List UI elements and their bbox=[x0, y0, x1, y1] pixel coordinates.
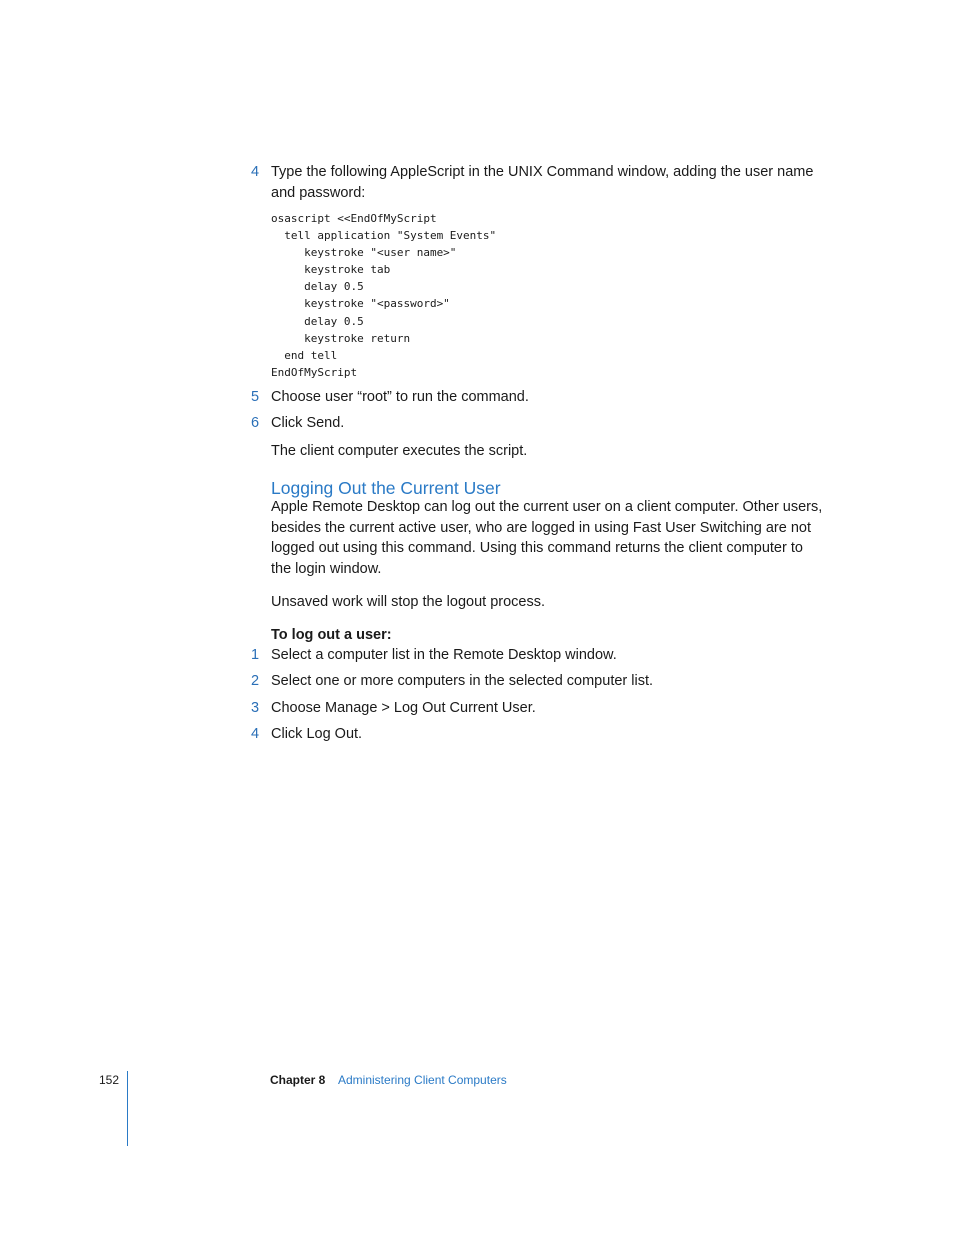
task-heading: To log out a user: bbox=[271, 627, 392, 643]
step-text: Click Send. bbox=[271, 415, 345, 431]
section-paragraph-1: Apple Remote Desktop can log out the current user on a client computer. Other users, besides the current active user, who are logged in using Fast User Switching are not logged out using this command. Using this command returns the client computer to the login window. bbox=[271, 499, 823, 577]
step-number: 4 bbox=[251, 726, 260, 742]
step-text: Choose Manage > Log Out Current User. bbox=[271, 700, 536, 716]
step-text: Type the following AppleScript in the UNIX Command window, adding the user name and password: bbox=[271, 164, 814, 201]
step-number: 6 bbox=[251, 415, 260, 431]
section-paragraph-2: Unsaved work will stop the logout process. bbox=[271, 594, 546, 610]
footer-chapter-title: Administering Client Computers bbox=[338, 1073, 507, 1087]
step-number: 5 bbox=[251, 389, 260, 405]
step-number: 2 bbox=[251, 673, 260, 689]
page-number: 152 bbox=[99, 1073, 120, 1087]
section-heading: Logging Out the Current User bbox=[271, 478, 501, 498]
footer-chapter-label: Chapter 8 bbox=[270, 1073, 326, 1087]
step-text: Click Log Out. bbox=[271, 726, 363, 742]
step-text: Select a computer list in the Remote Desktop window. bbox=[271, 647, 617, 663]
footer-divider bbox=[127, 1071, 128, 1146]
step-number: 1 bbox=[251, 647, 260, 663]
step-number: 3 bbox=[251, 700, 260, 716]
result-text: The client computer executes the script. bbox=[271, 443, 528, 459]
step-text: Choose user “root” to run the command. bbox=[271, 389, 529, 405]
step-number: 4 bbox=[251, 164, 260, 180]
applescript-code-block: osascript <<EndOfMyScript tell application "System Events" keystroke "<user name>" keystroke tab delay 0.5 keystroke "<password>" delay 0.5 keystroke return end tell EndOfMyScript bbox=[271, 212, 497, 379]
step-text: Select one or more computers in the selected computer list. bbox=[271, 673, 654, 689]
